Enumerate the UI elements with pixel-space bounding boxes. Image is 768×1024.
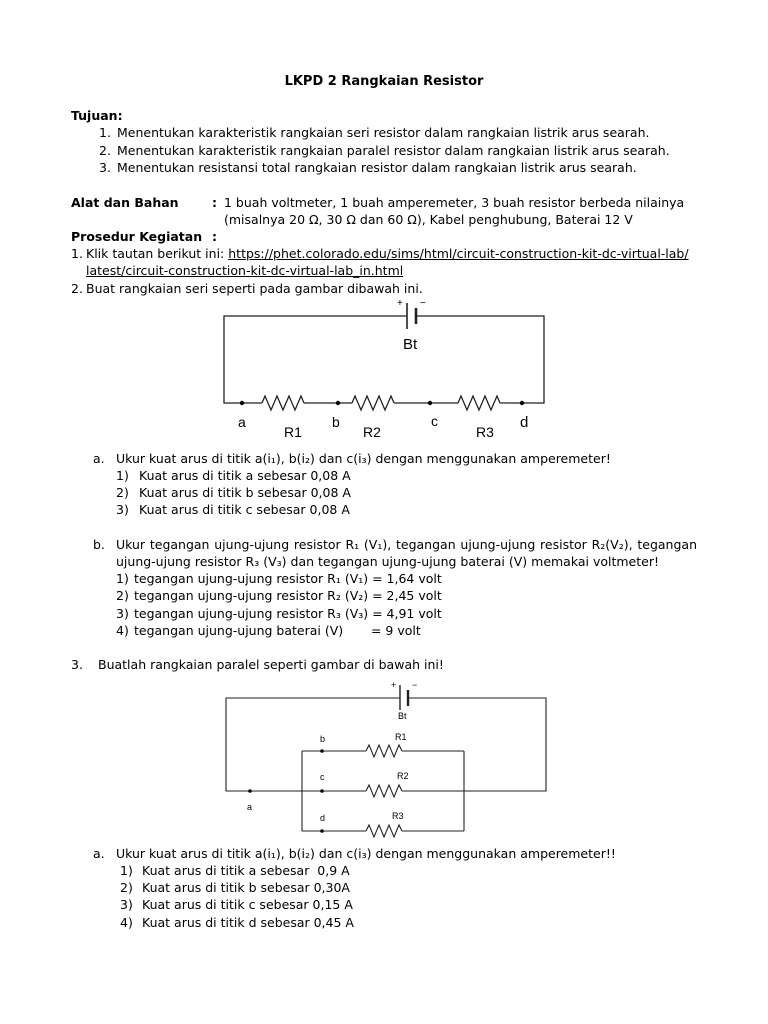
part-3a-item-2: Kuat arus di titik b sebesar 0,30A [142,880,350,895]
parallel-node-a [248,789,252,793]
part-b-item-2-number: 2) [116,588,129,603]
parallel-r3-label: R3 [392,811,404,821]
parallel-node-d [320,829,324,833]
parallel-r2-label: R2 [397,771,409,781]
part-a-item-2-number: 2) [116,485,129,500]
parallel-resistor-r1 [366,745,402,757]
series-battery-plus: + [397,298,403,309]
part-b-item-3: tegangan ujung-ujung resistor R₃ (V₃) = 4,91 volt [134,606,442,621]
step-1-text [86,246,689,262]
series-node-a [240,401,244,405]
series-node-d-label: d [520,414,529,431]
part-b-item-2: tegangan ujung-ujung resistor R₂ (V₂) = 2,45 volt [134,588,442,603]
prosedur-heading: Prosedur Kegiatan [71,229,203,244]
series-node-a-label: a [238,414,246,430]
parallel-battery-plus: + [391,680,397,690]
alat-line-2: (misalnya 20 Ω, 30 Ω dan 60 Ω), Kabel penghubung, Baterai 12 V [224,212,633,227]
phet-link-line-1[interactable]: https://phet.colorado.edu/sims/html/circuit-construction-kit-dc-virtual-lab/ [228,246,689,261]
series-node-d [520,401,524,405]
series-node-b [336,401,340,405]
tujuan-item-2-number: 2. [99,143,111,158]
part-b-instruction-line-1: Ukur tegangan ujung-ujung resistor R₁ (V₁), tegangan ujung-ujung resistor R₂(V₂), tegangan [116,537,697,552]
part-3a-item-4-number: 4) [120,915,133,930]
parallel-r1-label: R1 [395,732,407,742]
part-b-instruction-line-2: ujung-ujung resistor R₃ (V₃) dan tegangan ujung-ujung baterai (V) memakai voltmeter! [116,554,659,569]
series-node-b-label: b [332,414,340,430]
series-battery-minus: − [420,298,426,309]
part-b-item-1: tegangan ujung-ujung resistor R₁ (V₁) = 1,64 volt [134,571,442,586]
parallel-node-b-label: b [320,734,326,744]
step-1-label: Klik tautan berikut ini: [86,246,225,261]
series-resistor-r2 [352,396,394,410]
part-b-item-4-number: 4) [116,623,129,638]
step-2-number: 2. [71,281,83,296]
parallel-node-a-label: a [247,802,253,812]
parallel-wire-right [408,698,546,791]
part-b-label: b. [93,537,105,552]
tujuan-item-1: Menentukan karakteristik rangkaian seri resistor dalam rangkaian listrik arus searah. [117,125,650,140]
part-3a-item-2-number: 2) [120,880,133,895]
part-3a-item-1: Kuat arus di titik a sebesar 0,9 A [142,863,350,878]
tujuan-item-3: Menentukan resistansi total rangkaian resistor dalam rangkaian listrik arus searah. [117,160,637,175]
part-a-item-1: Kuat arus di titik a sebesar 0,08 A [139,468,351,483]
step-3-text: Buatlah rangkaian paralel seperti gambar di bawah ini! [98,657,444,672]
part-3a-label: a. [93,846,105,861]
step-3-number: 3. [71,657,83,672]
parallel-node-b [320,749,324,753]
page-title: LKPD 2 Rangkaian Resistor [284,74,484,89]
parallel-resistor-r3 [366,825,402,837]
tujuan-item-2: Menentukan karakteristik rangkaian paralel resistor dalam rangkaian listrik arus searah. [117,143,670,158]
alat-line-1: 1 buah voltmeter, 1 buah amperemeter, 3 buah resistor berbeda nilainya [224,195,685,210]
part-a-label: a. [93,451,105,466]
series-circuit-diagram [210,296,554,442]
part-3a-item-1-number: 1) [120,863,133,878]
series-r2-label: R2 [363,424,381,440]
part-3a-item-3: Kuat arus di titik c sebesar 0,15 A [142,897,353,912]
parallel-node-c-label: c [320,772,325,782]
series-wire-right [416,316,544,403]
parallel-node-c [320,789,324,793]
series-r1-label: R1 [284,424,302,440]
series-circuit-svg [210,296,554,442]
series-battery-label: Bt [403,336,418,353]
part-b-item-3-number: 3) [116,606,129,621]
parallel-battery-label: Bt [398,711,407,721]
alat-colon: : [212,195,217,210]
parallel-node-d-label: d [320,813,326,823]
tujuan-heading: Tujuan: [71,108,123,123]
step-2-text: Buat rangkaian seri seperti pada gambar dibawah ini. [86,281,423,296]
alat-heading: Alat dan Bahan [71,195,179,210]
part-a-item-2: Kuat arus di titik b sebesar 0,08 A [139,485,351,500]
part-b-item-1-number: 1) [116,571,129,586]
series-wire-left [224,316,407,403]
parallel-resistor-r2 [366,785,402,797]
parallel-wire-left [226,698,400,791]
parallel-circuit-diagram [216,676,552,838]
parallel-battery-minus: − [412,680,418,690]
phet-link-line-2[interactable]: latest/circuit-construction-kit-dc-virtual-lab_in.html [86,263,404,278]
part-3a-item-4: Kuat arus di titik d sebesar 0,45 A [142,915,354,930]
tujuan-item-3-number: 3. [99,160,111,175]
series-resistor-r3 [458,396,500,410]
prosedur-colon: : [212,229,217,244]
parallel-circuit-svg [216,676,552,838]
part-a-item-3-number: 3) [116,502,129,517]
step-1-link-continuation [86,263,403,279]
series-node-c [428,401,432,405]
part-3a-instruction: Ukur kuat arus di titik a(i₁), b(i₂) dan c(i₃) dengan menggunakan amperemeter!! [116,846,616,861]
part-a-instruction: Ukur kuat arus di titik a(i₁), b(i₂) dan c(i₃) dengan menggunakan amperemeter! [116,451,611,466]
part-3a-item-3-number: 3) [120,897,133,912]
part-a-item-1-number: 1) [116,468,129,483]
series-r3-label: R3 [476,424,494,440]
tujuan-item-1-number: 1. [99,125,111,140]
part-b-item-4: tegangan ujung-ujung baterai (V) = 9 volt [134,623,421,638]
part-a-item-3: Kuat arus di titik c sebesar 0,08 A [139,502,350,517]
series-resistor-r1 [262,396,304,410]
step-1-number: 1. [71,246,83,261]
series-node-c-label: c [431,413,438,429]
